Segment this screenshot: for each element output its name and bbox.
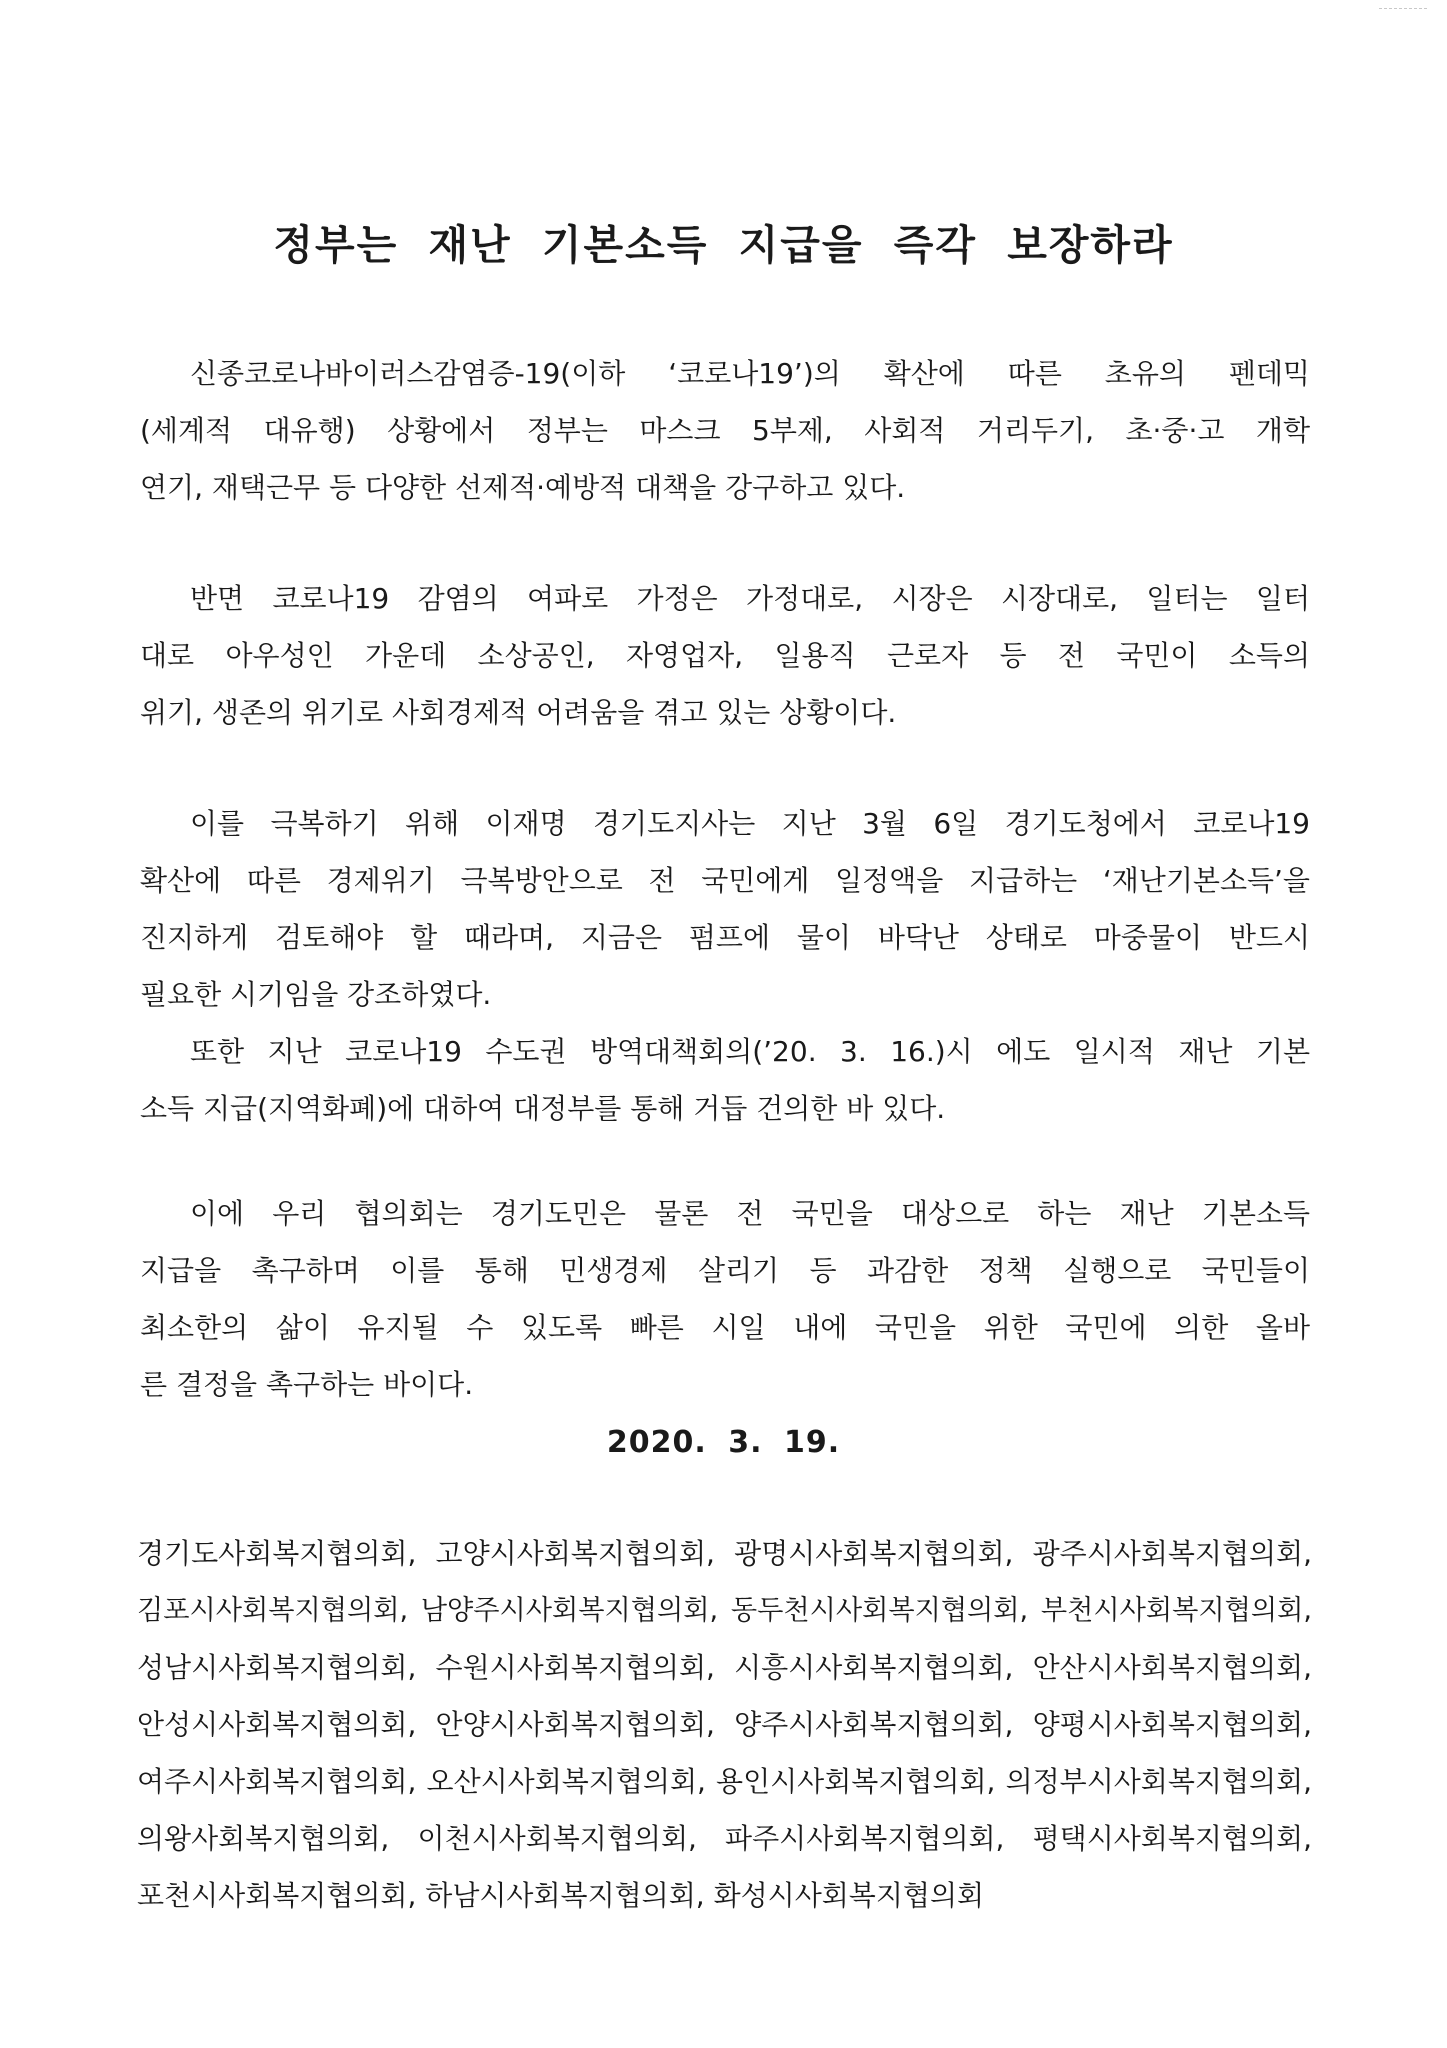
paragraph-line: 른 결정을 촉구하는 바이다. — [140, 1368, 474, 1401]
paragraph-line: 지급을 촉구하며 이를 통해 민생경제 살리기 등 과감한 정책 실행으로 국민들이 — [140, 1254, 1310, 1287]
signatory-line: 김포시사회복지협의회, 남양주시사회복지협의회, 동두천시사회복지협의회, 부천시사회복지협의회, — [137, 1595, 1312, 1626]
paragraph-line: 신종코로나바이러스감염증-19(이하 ‘코로나19’)의 확산에 따른 초유의 펜데믹 — [190, 357, 1310, 390]
paragraph-line: 진지하게 검토해야 할 때라며, 지금은 펌프에 물이 바닥난 상태로 마중물이 반드시 — [140, 921, 1310, 954]
signatory-line: 의왕사회복지협의회, 이천시사회복지협의회, 파주시사회복지협의회, 평택시사회복지협의회, — [137, 1822, 1312, 1855]
signatory-line: 포천시사회복지협의회, 하남시사회복지협의회, 화성시사회복지협의회 — [137, 1879, 985, 1912]
signatory-line: 경기도사회복지협의회, 고양시사회복지협의회, 광명시사회복지협의회, 광주시사회복지협의회, — [137, 1537, 1312, 1570]
paragraph-3 — [140, 795, 1310, 1137]
paragraph-line: 필요한 시기임을 강조하였다. — [140, 978, 492, 1011]
signatory-list — [137, 1525, 1312, 1924]
signatory-line: 성남시사회복지협의회, 수원시사회복지협의회, 시흥시사회복지협의회, 안산시사회복지협의회, — [137, 1651, 1312, 1684]
paragraph-line: 최소한의 삶이 유지될 수 있도록 빠른 시일 내에 국민을 위한 국민에 의한 올바 — [140, 1311, 1310, 1344]
document-title: 정부는 재난 기본소득 지급을 즉각 보장하라 — [273, 221, 1174, 269]
paragraph-4 — [140, 1185, 1310, 1413]
paragraph-line: 연기, 재택근무 등 다양한 선제적·예방적 대책을 강구하고 있다. — [140, 471, 906, 504]
signatory-line: 여주시사회복지협의회, 오산시사회복지협의회, 용인시사회복지협의회, 의정부시사회복지협의회, — [137, 1765, 1312, 1798]
document-date: 2020. 3. 19. — [606, 1425, 841, 1460]
paragraph-1 — [140, 345, 1310, 516]
paragraph-line: 반면 코로나19 감염의 여파로 가정은 가정대로, 시장은 시장대로, 일터는 일터 — [190, 582, 1310, 615]
signatory-line: 안성시사회복지협의회, 안양시사회복지협의회, 양주시사회복지협의회, 양평시사회복지협의회, — [137, 1708, 1312, 1741]
paragraph-2 — [140, 570, 1310, 741]
paragraph-line: 위기, 생존의 위기로 사회경제적 어려움을 겪고 있는 상황이다. — [140, 696, 897, 729]
paragraph-line: 대로 아우성인 가운데 소상공인, 자영업자, 일용직 근로자 등 전 국민이 소득의 — [140, 639, 1310, 672]
paragraph-line: 또한 지난 코로나19 수도권 방역대책회의(’20. 3. 16.)시 에도 일시적 재난 기본 — [190, 1035, 1310, 1068]
paragraph-line: 이를 극복하기 위해 이재명 경기도지사는 지난 3월 6일 경기도청에서 코로나19 — [190, 807, 1310, 840]
paragraph-line: (세계적 대유행) 상황에서 정부는 마스크 5부제, 사회적 거리두기, 초·중·고 개학 — [140, 414, 1310, 447]
paragraph-line: 이에 우리 협의회는 경기도민은 물론 전 국민을 대상으로 하는 재난 기본소득 — [190, 1197, 1310, 1230]
paragraph-line: 확산에 따른 경제위기 극복방안으로 전 국민에게 일정액을 지급하는 ‘재난기본소득’을 — [140, 864, 1310, 897]
paragraph-line: 소득 지급(지역화폐)에 대하여 대정부를 통해 거듭 건의한 바 있다. — [140, 1092, 946, 1125]
scan-edge-mark — [1379, 8, 1427, 9]
